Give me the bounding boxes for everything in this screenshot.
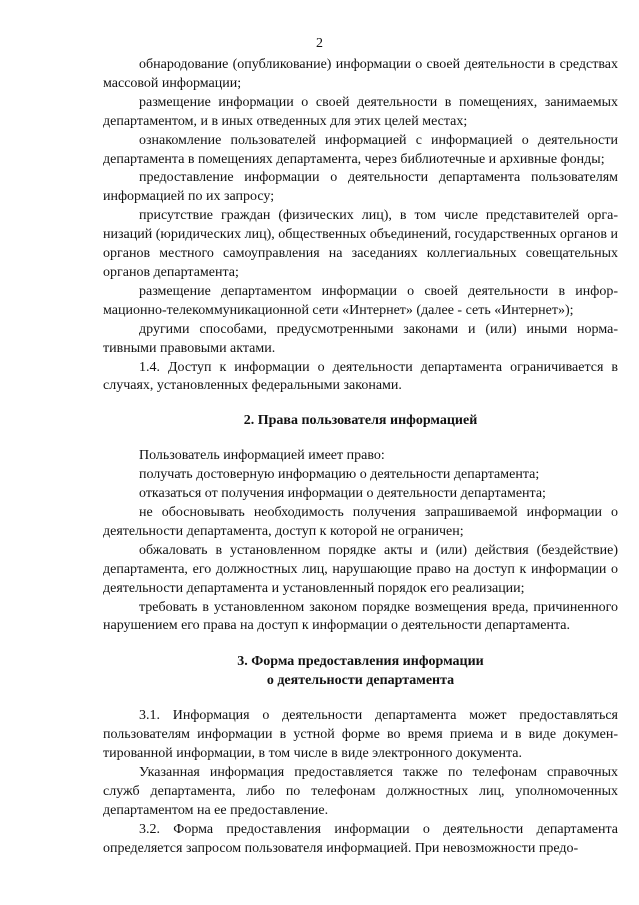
list-item: не обосновывать необходимость получения запрашиваемой информации о деятельности департамента, доступ к которой не ограничен; bbox=[103, 505, 618, 539]
section-3-heading-line2: о деятельности департамента bbox=[266, 673, 455, 689]
list-item: обнародование (опубликование) информации о своей деятельности в средствах массовой информации; bbox=[103, 57, 618, 91]
list-item: обжаловать в установленном порядке акты и (или) действия (бездействие) департамента, его должностных лиц, нарушающие право на доступ к информации о деятельности департамента и установленный порядок его реализации; bbox=[103, 542, 618, 596]
list-item: предоставление информации о деятельности департамента пользователям информацией по их запросу; bbox=[103, 170, 618, 205]
list-item: размещение департаментом информации о своей деятельности в информационно-телекоммуникационной сети «Интернет» (далее - сеть «Интернет»); bbox=[103, 283, 618, 318]
section-2-intro: Пользователь информацией имеет право: bbox=[139, 448, 385, 464]
list-item: размещение информации о своей деятельности в помещениях, занимаемых департаментом, и в иных отведенных для этих целей местах; bbox=[103, 94, 618, 129]
list-item: получать достоверную информацию о деятельности департамента; bbox=[139, 467, 540, 483]
list-item: другими способами, предусмотренными законами и (или) иными нормативными правовыми актами. bbox=[103, 321, 618, 356]
list-item: отказаться от получения информации о деятельности департамента; bbox=[139, 486, 546, 502]
page-number: 2 bbox=[316, 36, 323, 51]
clause-3-2: 3.2. Форма предоставления информации о деятельности департамента определяется запросом пользователя информацией. При невозможности предо- bbox=[103, 821, 618, 856]
section-2-heading: 2. Права пользователя информацией bbox=[243, 413, 478, 429]
paragraph: Указанная информация предоставляется также по телефонам справочных служб департамента, либо по телефонам должностных лиц, уполномоченных департаментом на ее предоставление. bbox=[103, 765, 618, 818]
clause-1-4: 1.4. Доступ к информации о деятельности департамента ограничивается в случаях, установленных федеральными законами. bbox=[103, 359, 618, 394]
list-item: присутствие граждан (физических лиц), в том числе представителей организаций (юридических лиц), общественных объединений, государственных органов и органов местного самоуправления на заседаниях коллегиальных совещательных органов департамента; bbox=[103, 208, 618, 280]
list-item: требовать в установленном законом порядке возмещения вреда, причиненного нарушением его права на доступ к информации о деятельности департамента. bbox=[103, 599, 618, 634]
list-item: ознакомление пользователей информацией с информацией о деятельности департамента в помещениях департамента, через библиотечные и архивные фонды; bbox=[103, 132, 618, 167]
document-body bbox=[103, 56, 618, 859]
section-3-heading-line1: 3. Форма предоставления информации bbox=[237, 654, 484, 670]
clause-3-1: 3.1. Информация о деятельности департамента может предоставляться пользователям информации в устной форме во время приема и в виде документированной информации, в том числе в виде электронного документа. bbox=[103, 708, 618, 762]
